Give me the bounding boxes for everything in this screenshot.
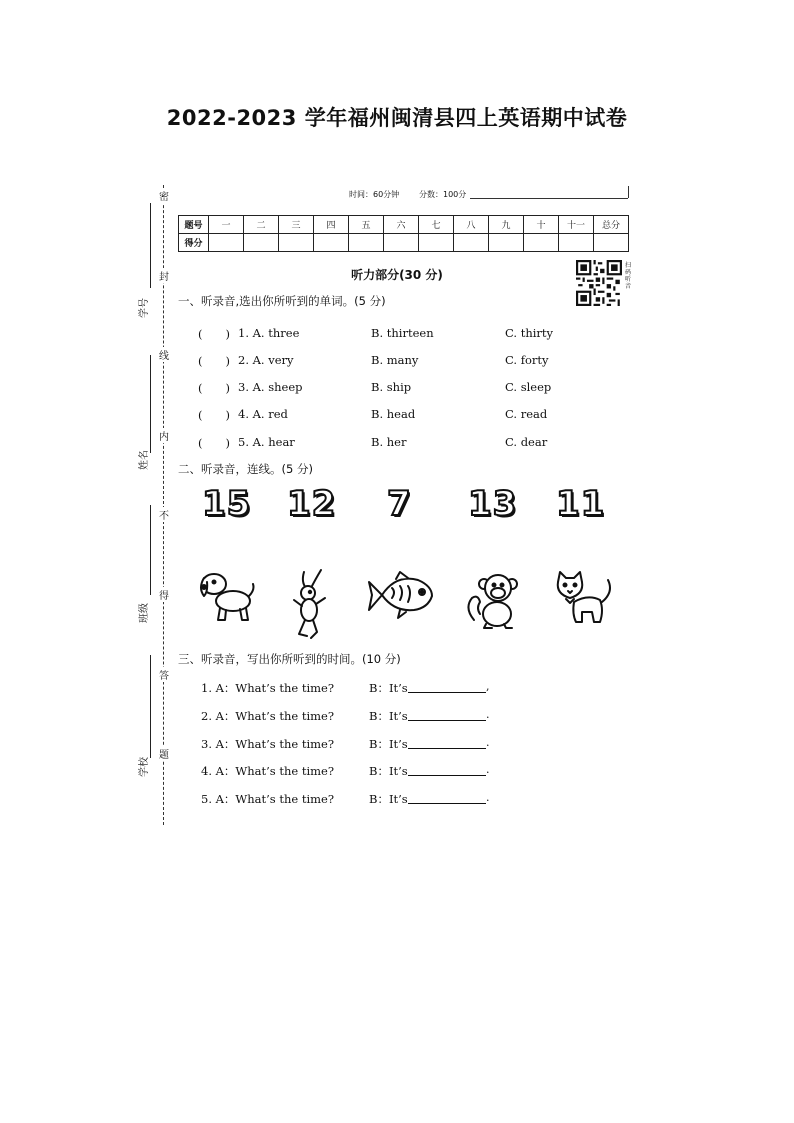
answer-blank[interactable]: [408, 720, 486, 721]
table-cell: 二: [244, 216, 279, 234]
score-entry-cell[interactable]: [419, 234, 454, 252]
punctuation: .: [486, 763, 490, 776]
option-c: C. forty: [505, 353, 549, 367]
table-row: [179, 234, 629, 252]
answer-paren[interactable]: ( ): [198, 408, 230, 422]
answer-paren[interactable]: ( ): [198, 381, 230, 395]
punctuation: .: [486, 736, 490, 749]
label-student-id: 学号: [139, 298, 150, 318]
answer-paren[interactable]: ( ): [198, 436, 230, 450]
qr-caption: 扫码听音: [625, 262, 632, 290]
time-question: 3. A：What’s the time?: [201, 737, 335, 751]
number-12[interactable]: 12: [287, 484, 337, 524]
dog-icon[interactable]: [198, 566, 258, 624]
option-c: C. sleep: [505, 380, 552, 394]
answer-blank[interactable]: [408, 803, 486, 804]
part1-heading: 一、听录音,选出你所听到的单词。(5 分): [178, 294, 386, 308]
score-underline: [470, 198, 628, 199]
cut-char: 密: [158, 188, 170, 203]
score-entry-cell[interactable]: [384, 234, 419, 252]
option-b: B. ship: [371, 380, 412, 394]
cut-char: 不: [158, 507, 170, 522]
margin-line-name: [150, 355, 151, 453]
table-cell: 总分: [594, 216, 629, 234]
score-underline-tick: [628, 186, 629, 198]
table-cell: 四: [314, 216, 349, 234]
time-answer-label: B：It’s: [369, 792, 408, 806]
option-b: B. head: [371, 407, 416, 421]
page-title: 2022-2023 学年福州闽清县四上英语期中试卷: [166, 106, 628, 130]
table-cell: 八: [454, 216, 489, 234]
score-entry-cell[interactable]: [559, 234, 594, 252]
punctuation: ,: [486, 680, 490, 693]
score-entry-cell[interactable]: [524, 234, 559, 252]
table-cell: 一: [209, 216, 244, 234]
label-school: 学校: [139, 757, 150, 777]
margin-line-school: [150, 655, 151, 758]
option-b: B. her: [371, 435, 407, 449]
table-header-cell: 得分: [179, 234, 209, 252]
monkey-icon[interactable]: [464, 568, 524, 630]
cat-icon[interactable]: [552, 570, 614, 626]
table-row: [179, 216, 629, 234]
exam-score: 分数：100分: [419, 190, 467, 199]
option-a: 2. A. very: [238, 353, 294, 367]
exam-time: 时间：60分钟: [349, 190, 400, 199]
option-c: C. thirty: [505, 326, 554, 340]
punctuation: .: [486, 708, 490, 721]
cut-char: 答: [158, 667, 170, 682]
table-cell: 十一: [559, 216, 594, 234]
option-c: C. read: [505, 407, 548, 421]
time-answer-label: B：It’s: [369, 737, 408, 751]
option-a: 5. A. hear: [238, 435, 295, 449]
time-question: 5. A：What’s the time?: [201, 792, 335, 806]
option-b: B. many: [371, 353, 419, 367]
option-a: 3. A. sheep: [238, 380, 303, 394]
score-entry-cell[interactable]: [279, 234, 314, 252]
margin-line-class: [150, 505, 151, 595]
score-entry-cell[interactable]: [349, 234, 384, 252]
label-class: 班级: [139, 603, 150, 623]
time-answer-label: B：It’s: [369, 681, 408, 695]
time-question: 2. A：What’s the time?: [201, 709, 335, 723]
time-question: 4. A：What’s the time?: [201, 764, 335, 778]
time-question: 1. A：What’s the time?: [201, 681, 335, 695]
score-table: [178, 215, 629, 252]
number-15[interactable]: 15: [202, 484, 252, 524]
cut-char: 封: [158, 268, 170, 283]
score-entry-cell[interactable]: [594, 234, 629, 252]
table-cell: 三: [279, 216, 314, 234]
answer-paren[interactable]: ( ): [198, 327, 230, 341]
score-entry-cell[interactable]: [209, 234, 244, 252]
fish-icon[interactable]: [366, 570, 436, 620]
option-b: B. thirteen: [371, 326, 434, 340]
table-cell: 十: [524, 216, 559, 234]
score-entry-cell[interactable]: [489, 234, 524, 252]
answer-blank[interactable]: [408, 775, 486, 776]
option-a: 1. A. three: [238, 326, 300, 340]
table-cell: 七: [419, 216, 454, 234]
answer-blank[interactable]: [408, 748, 486, 749]
score-entry-cell[interactable]: [244, 234, 279, 252]
part3-heading: 三、听录音，写出你所听到的时间。(10 分): [178, 652, 401, 666]
cut-char: 线: [158, 347, 170, 362]
option-a: 4. A. red: [238, 407, 288, 421]
cut-char: 题: [158, 746, 170, 761]
answer-blank[interactable]: [408, 692, 486, 693]
table-cell: 九: [489, 216, 524, 234]
time-answer-label: B：It’s: [369, 709, 408, 723]
number-11[interactable]: 11: [556, 484, 606, 524]
listening-section-heading: 听力部分(30 分): [351, 268, 443, 282]
cut-char: 内: [158, 428, 170, 443]
cut-char: 得: [158, 587, 170, 602]
rabbit-icon[interactable]: [289, 568, 331, 640]
number-13[interactable]: 13: [468, 484, 518, 524]
punctuation: .: [486, 791, 490, 804]
qr-code-icon[interactable]: [576, 260, 622, 306]
table-cell: 五: [349, 216, 384, 234]
option-c: C. dear: [505, 435, 548, 449]
score-entry-cell[interactable]: [454, 234, 489, 252]
table-header-cell: 题号: [179, 216, 209, 234]
label-name: 姓名: [139, 450, 150, 470]
part2-heading: 二、听录音，连线。(5 分): [178, 462, 313, 476]
answer-paren[interactable]: ( ): [198, 354, 230, 368]
score-entry-cell[interactable]: [314, 234, 349, 252]
number-7[interactable]: 7: [387, 484, 412, 524]
table-cell: 六: [384, 216, 419, 234]
time-answer-label: B：It’s: [369, 764, 408, 778]
